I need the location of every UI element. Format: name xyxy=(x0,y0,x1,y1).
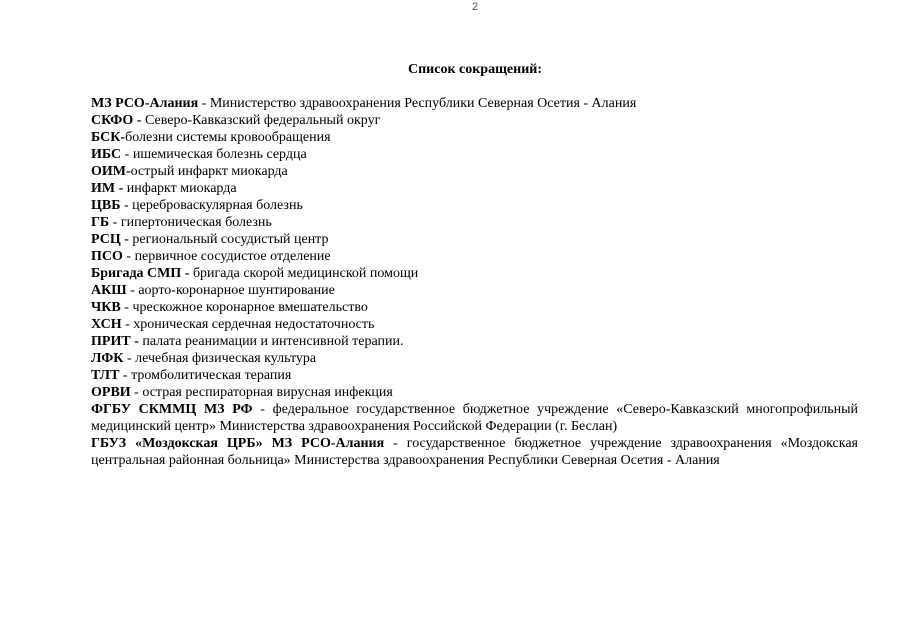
list-item xyxy=(91,248,858,265)
abbreviation-definition: бригада скорой медицинской помощи xyxy=(192,266,419,281)
abbreviation-definition: Северо-Кавказский федеральный округ xyxy=(144,113,381,128)
abbreviation-separator: - xyxy=(123,351,136,366)
abbreviation-definition: федеральное государственное бюджетное учреждение «Северо-Кавказский многопрофильный медицинский центр» Министерства здравоохранения Российской Федерации (г. Беслан) xyxy=(91,402,858,434)
abbreviation-definition: лечебная физическая культура xyxy=(135,351,317,366)
abbreviation-term: ИМ - xyxy=(91,181,124,196)
list-item xyxy=(91,401,858,435)
abbreviation-definition: ишемическая болезнь сердца xyxy=(132,147,307,162)
list-item xyxy=(91,350,858,367)
abbreviation-term: РСЦ - xyxy=(91,232,129,247)
list-item xyxy=(91,231,858,248)
page-number: 2 xyxy=(471,1,479,13)
abbreviation-separator: - xyxy=(384,436,407,451)
abbreviation-term: ХСН xyxy=(91,317,122,332)
abbreviation-term: ЧКВ xyxy=(91,300,121,315)
list-item xyxy=(91,384,858,401)
abbreviation-definition: первичное сосудистое отделение xyxy=(134,249,331,264)
abbreviation-term: ТЛТ xyxy=(91,368,120,383)
abbreviation-separator: - xyxy=(122,249,135,264)
list-item xyxy=(91,265,858,282)
list-item xyxy=(91,316,858,333)
abbreviation-definition: цереброваскулярная болезнь xyxy=(132,198,303,213)
abbreviation-separator: - xyxy=(130,385,143,400)
abbreviation-term: ПРИТ - xyxy=(91,334,139,349)
abbreviation-term: СКФО - xyxy=(91,113,142,128)
list-item xyxy=(91,299,858,316)
abbreviation-separator: - xyxy=(121,317,134,332)
list-item xyxy=(91,112,858,129)
abbreviation-term: ИБС xyxy=(91,147,122,162)
abbreviation-term: ГБ xyxy=(91,215,110,230)
list-item xyxy=(91,333,858,350)
abbreviation-definition: тромболитическая терапия xyxy=(131,368,292,383)
abbreviation-separator: - xyxy=(119,368,132,383)
abbreviation-definition: региональный сосудистый центр xyxy=(132,232,329,247)
abbreviation-definition: Министерство здравоохранения Республики Северная Осетия - Алания xyxy=(209,96,637,111)
abbreviation-separator: - xyxy=(120,300,133,315)
list-item xyxy=(91,163,858,180)
abbreviation-term: МЗ РСО-Алания xyxy=(91,96,199,111)
abbreviation-definition: государственное бюджетное учреждение здравоохранения «Моздокская центральная районная больница» Министерства здравоохранения Республики Северная Осетия - Алания xyxy=(91,436,858,468)
abbreviation-separator: - xyxy=(120,198,133,213)
abbreviation-definition: острая респираторная вирусная инфекция xyxy=(142,385,393,400)
abbreviation-term: Бригада СМП - xyxy=(91,266,190,281)
abbreviation-definition: хроническая сердечная недостаточность xyxy=(133,317,375,332)
abbreviation-separator: - xyxy=(252,402,273,417)
list-item xyxy=(91,197,858,214)
abbreviation-term: БСК- xyxy=(91,130,126,145)
list-item xyxy=(91,129,858,146)
abbreviation-definition: чрескожное коронарное вмешательство xyxy=(132,300,368,315)
abbreviation-separator: - xyxy=(126,283,139,298)
list-item xyxy=(91,282,858,299)
list-item xyxy=(91,367,858,384)
abbreviation-definition: инфаркт миокарда xyxy=(126,181,237,196)
abbreviation-definition: палата реанимации и интенсивной терапии. xyxy=(142,334,404,349)
list-item xyxy=(91,146,858,163)
list-item xyxy=(91,95,858,112)
abbreviation-list xyxy=(91,95,858,469)
abbreviation-term: ОРВИ xyxy=(91,385,131,400)
abbreviation-definition: аорто-коронарное шунтирование xyxy=(138,283,335,298)
abbreviation-definition: болезни системы кровообращения xyxy=(125,130,331,145)
abbreviation-term: ФГБУ СКММЦ МЗ РФ xyxy=(91,402,253,417)
list-item xyxy=(91,180,858,197)
list-item xyxy=(91,435,858,469)
abbreviation-definition: острый инфаркт миокарда xyxy=(130,164,288,179)
abbreviation-term: ГБУЗ «Моздокская ЦРБ» МЗ РСО-Алания xyxy=(91,436,385,451)
page-title: Список сокращений: xyxy=(408,62,542,77)
abbreviation-separator: - xyxy=(121,147,133,162)
abbreviation-term: ПСО xyxy=(91,249,123,264)
abbreviation-term: ОИМ- xyxy=(91,164,131,179)
abbreviation-term: ЦВБ xyxy=(91,198,121,213)
list-item xyxy=(91,214,858,231)
abbreviation-term: АКШ xyxy=(91,283,127,298)
abbreviation-separator: - xyxy=(109,215,121,230)
abbreviation-term: ЛФК xyxy=(91,351,124,366)
abbreviation-definition: гипертоническая болезнь xyxy=(120,215,272,230)
abbreviation-separator: - xyxy=(198,96,210,111)
